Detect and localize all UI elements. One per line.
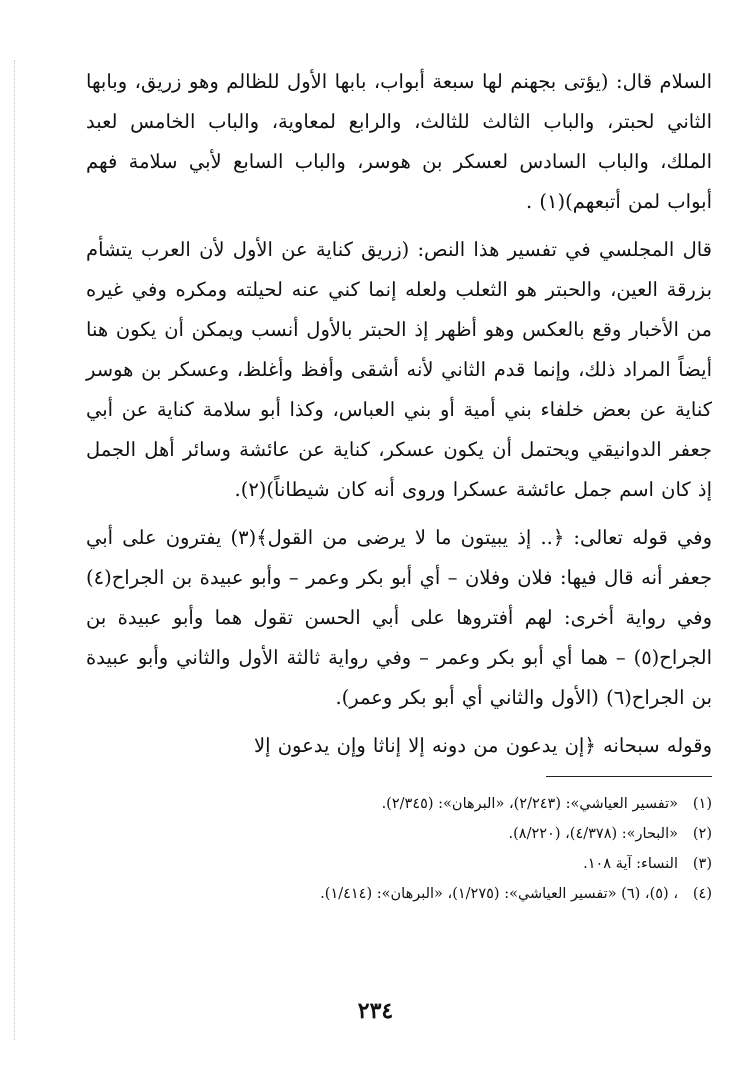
page-number: ٢٣٤	[357, 998, 394, 1024]
paragraph-2: قال المجلسي في تفسير هذا النص: (زريق كناية عن الأول لأن العرب يتشأم بزرقة العين، والحبتر هو الثعلب ولعله إنما كني عنه لحيلته ومكره وفي غيره من الأخبار وقع بالعكس وهو أظهر إذ الحبتر بالأول أنسب ويمكن أن يكون هنا أيضاً المراد ذلك، وإنما قدم الثاني لأنه أشقى وأفظ وأغلظ، وعسكر بن هوسر كناية عن بعض خلفاء بني أمية أو بني العباس، وكذا أبو سلامة كناية عن أبي جعفر الدوانيقي ويحتمل أن يكون عسكر، كناية عن عائشة وسائر أهل الجمل إذ كان اسم جمل عائشة عسكرا وروى أنه كان شيطاناً)(٢).	[86, 238, 712, 501]
paragraph-1: السلام قال: (يؤتى بجهنم لها سبعة أبواب، بابها الأول للظالم وهو زريق، وبابها الثاني لحبتر، والباب الثالث للثالث، والرابع لمعاوية، والباب الخامس لعبد الملك، والباب السادس لعسكر بن هوسر، والباب السابع لأبي سلامة فهم أبواب لمن أتبعهم)(١) .	[86, 70, 712, 213]
footnote-number: (١)	[692, 796, 712, 812]
footnote-text: «البحار»: (٤/٣٧٨)، (٨/٢٢٠).	[508, 826, 678, 842]
footnote-4	[86, 879, 712, 909]
footnote-text: «تفسير العياشي»: (٢/٢٤٣)، «البرهان»: (٢/٣٤٥).	[381, 796, 678, 812]
footnotes	[86, 789, 712, 909]
paragraph-3: وفي قوله تعالى: ﴿.. إذ يبيتون ما لا يرضى من القول﴾(٣) يفترون على أبي جعفر أنه قال فيها: فلان وفلان – أي أبو بكر وعمر – وأبو عبيدة بن الجراح(٤) وفي رواية أخرى: لهم أفتروها على أبي الحسن تقول هما وأبو عبيدة بن الجراح(٥) – هما أي أبو بكر وعمر – وفي رواية ثالثة الأول والثاني وأبو عبيدة بن الجراح(٦) (الأول والثاني أي أبو بكر وعمر).	[86, 526, 712, 709]
footnote-number: (٢)	[692, 826, 712, 842]
footnote-1	[86, 789, 712, 819]
footnote-3	[86, 849, 712, 879]
page-gutter-line	[14, 60, 16, 1040]
document-page	[86, 62, 712, 1022]
footnote-2	[86, 819, 712, 849]
footnote-separator	[546, 776, 712, 777]
footnote-number: (٤)	[692, 886, 712, 902]
footnote-text: النساء: آية ١٠٨.	[583, 856, 678, 872]
paragraph-4: وقوله سبحانه ﴿إن يدعون من دونه إلا إناثا وإن يدعون إلا	[253, 734, 712, 757]
footnote-text: ، (٥)، (٦) «تفسير العياشي»: (١/٢٧٥)، «البرهان»: (١/٤١٤).	[320, 886, 678, 902]
footnote-number: (٣)	[692, 856, 712, 872]
